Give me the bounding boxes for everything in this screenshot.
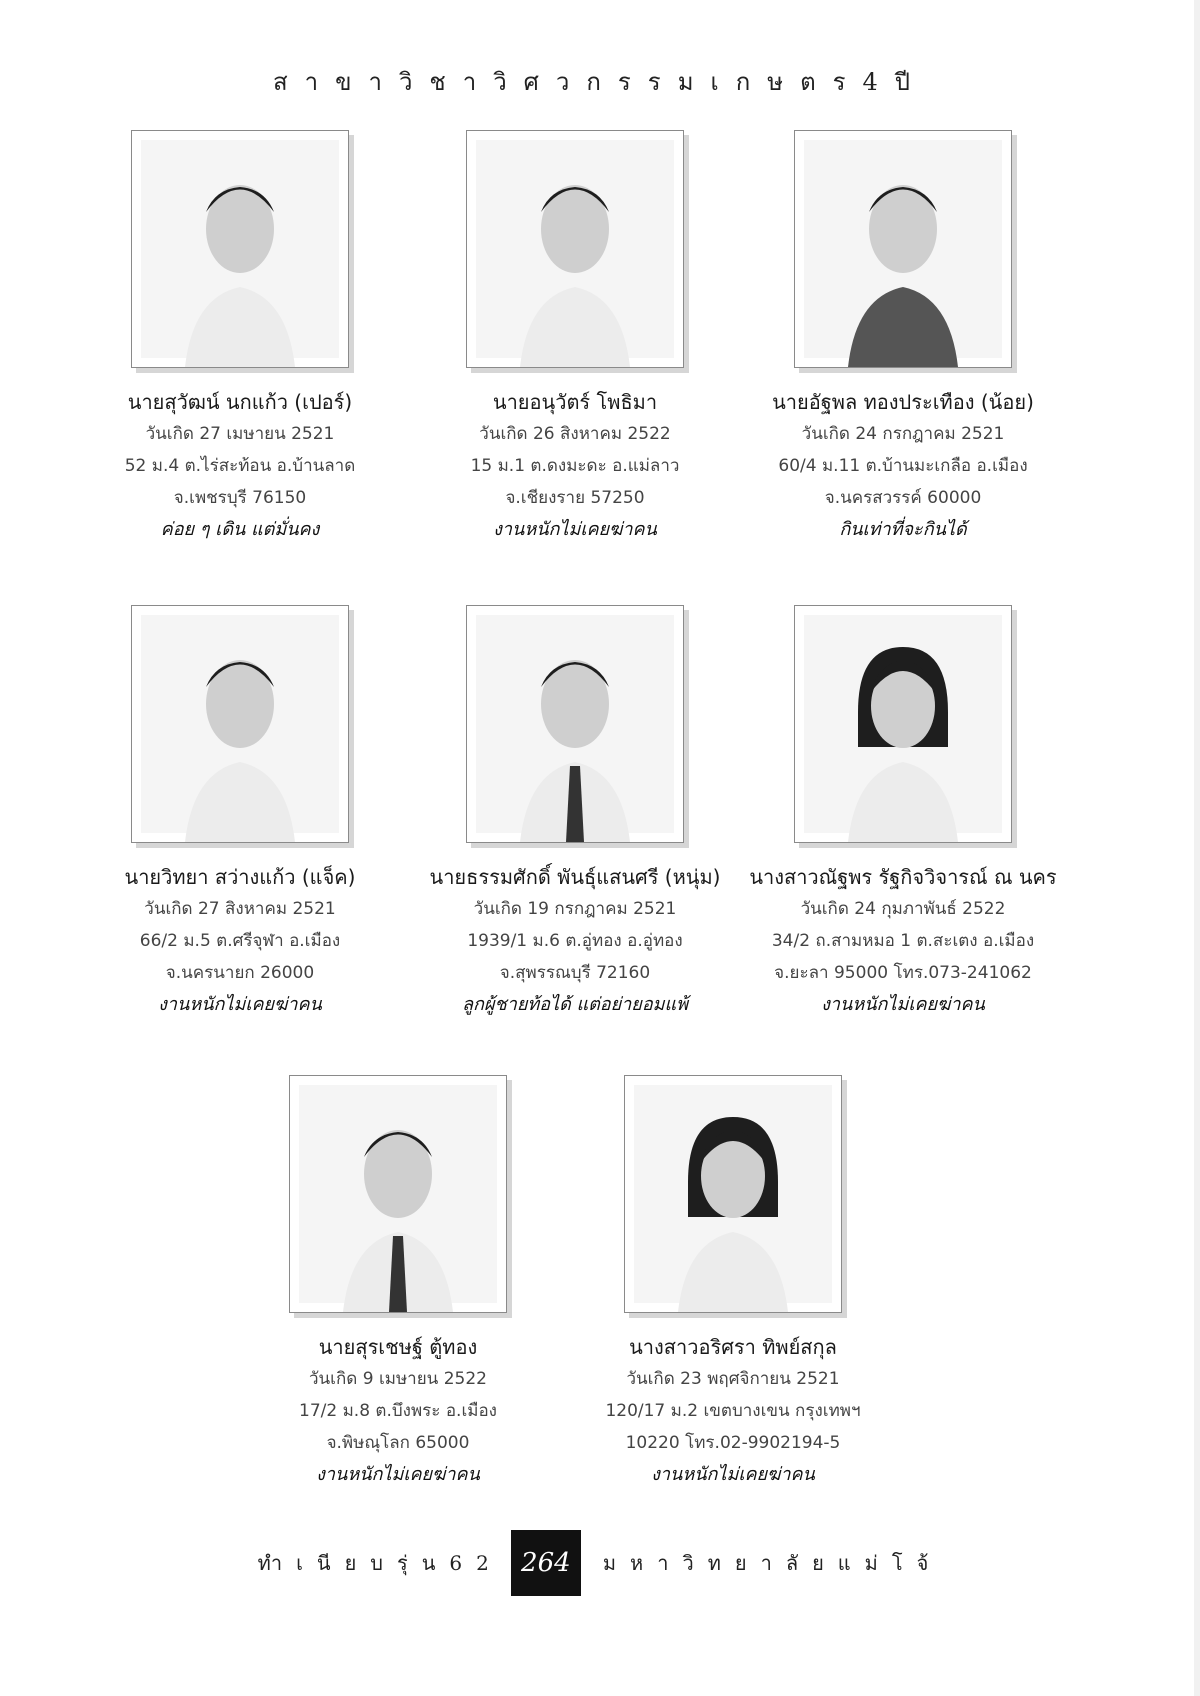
student-birthdate: วันเกิด 9 เมษายน 2522: [309, 1369, 487, 1389]
student-photo: [289, 1075, 507, 1313]
student-birthdate: วันเกิด 23 พฤศจิกายน 2521: [626, 1369, 840, 1389]
student-name: นายอัฐพล ทองประเทือง (น้อย): [772, 390, 1034, 414]
student-province: จ.พิษณุโลก 65000: [326, 1433, 470, 1453]
student-photo: [624, 1075, 842, 1313]
footer-yearbook-label: ทำเนียบรุ่น62: [257, 1551, 503, 1575]
page-title: สาขาวิชาวิศวกรรมเกษตร4ปี: [272, 68, 928, 96]
student-address: 52 ม.4 ต.ไร่สะท้อน อ.บ้านลาด: [124, 456, 356, 476]
student-motto: ลูกผู้ชายท้อได้ แต่อย่ายอมแพ้: [462, 994, 688, 1015]
student-photo: [466, 605, 684, 843]
student-card: [405, 130, 745, 546]
student-province: จ.นครนายก 26000: [165, 963, 315, 983]
student-birthdate: วันเกิด 19 กรกฎาคม 2521: [473, 899, 677, 919]
student-province: จ.เพชรบุรี 76150: [173, 488, 307, 508]
student-name: นายธรรมศักดิ์ พันธุ์แสนศรี (หนุ่ม): [429, 865, 721, 889]
student-province: 10220 โทร.02-9902194-5: [625, 1433, 841, 1453]
student-name: นางสาวณัฐพร รัฐกิจวิจารณ์ ณ นคร: [749, 865, 1057, 889]
student-card: [70, 130, 410, 546]
student-name: นายอนุวัตร์ โพธิมา: [492, 390, 658, 414]
student-motto: งานหนักไม่เคยฆ่าคน: [493, 519, 657, 540]
student-motto: ค่อย ๆ เดิน แต่มั่นคง: [160, 519, 320, 540]
student-photo: [466, 130, 684, 368]
page-edge: [1194, 0, 1200, 1696]
student-motto: งานหนักไม่เคยฆ่าคน: [821, 994, 985, 1015]
student-birthdate: วันเกิด 27 สิงหาคม 2521: [144, 899, 336, 919]
student-birthdate: วันเกิด 24 กุมภาพันธ์ 2522: [800, 899, 1006, 919]
student-card: [228, 1075, 568, 1491]
student-motto: งานหนักไม่เคยฆ่าคน: [316, 1464, 480, 1485]
student-birthdate: วันเกิด 26 สิงหาคม 2522: [479, 424, 671, 444]
student-address: 34/2 ถ.สามหมอ 1 ต.สะเตง อ.เมือง: [771, 931, 1035, 951]
student-name: นายสุรเชษฐ์ ตู้ทอง: [318, 1335, 478, 1359]
student-card: [733, 605, 1073, 1021]
footer-university-label: มหาวิทยาลัยแม่โจ้: [602, 1551, 943, 1575]
student-card: [405, 605, 745, 1021]
student-card: [70, 605, 410, 1021]
student-address: 66/2 ม.5 ต.ศรีจุฬา อ.เมือง: [139, 931, 341, 951]
student-motto: งานหนักไม่เคยฆ่าคน: [651, 1464, 815, 1485]
student-motto: กินเท่าที่จะกินได้: [839, 519, 967, 540]
page-footer: [0, 1530, 1200, 1596]
student-address: 17/2 ม.8 ต.บึงพระ อ.เมือง: [299, 1401, 497, 1421]
student-card: [733, 130, 1073, 546]
student-name: นางสาวอริศรา ทิพย์สกุล: [629, 1335, 837, 1359]
student-name: นายสุวัฒน์ นกแก้ว (เปอร์): [127, 390, 353, 414]
student-photo: [131, 130, 349, 368]
student-province: จ.สุพรรณบุรี 72160: [499, 963, 651, 983]
student-province: จ.เชียงราย 57250: [505, 488, 645, 508]
student-address: 1939/1 ม.6 ต.อู่ทอง อ.อู่ทอง: [467, 931, 683, 951]
student-birthdate: วันเกิด 24 กรกฎาคม 2521: [801, 424, 1005, 444]
student-province: จ.นครสวรรค์ 60000: [824, 488, 982, 508]
page-number: 264: [511, 1530, 581, 1596]
student-name: นายวิทยา สว่างแก้ว (แจ็ค): [124, 865, 356, 889]
student-address: 120/17 ม.2 เขตบางเขน กรุงเทพฯ: [605, 1401, 861, 1421]
student-photo: [131, 605, 349, 843]
student-address: 15 ม.1 ต.ดงมะดะ อ.แม่ลาว: [470, 456, 680, 476]
student-photo: [794, 130, 1012, 368]
student-province: จ.ยะลา 95000 โทร.073-241062: [774, 963, 1032, 983]
student-address: 60/4 ม.11 ต.บ้านมะเกลือ อ.เมือง: [778, 456, 1028, 476]
student-motto: งานหนักไม่เคยฆ่าคน: [158, 994, 322, 1015]
student-birthdate: วันเกิด 27 เมษายน 2521: [145, 424, 335, 444]
student-photo: [794, 605, 1012, 843]
student-card: [563, 1075, 903, 1491]
